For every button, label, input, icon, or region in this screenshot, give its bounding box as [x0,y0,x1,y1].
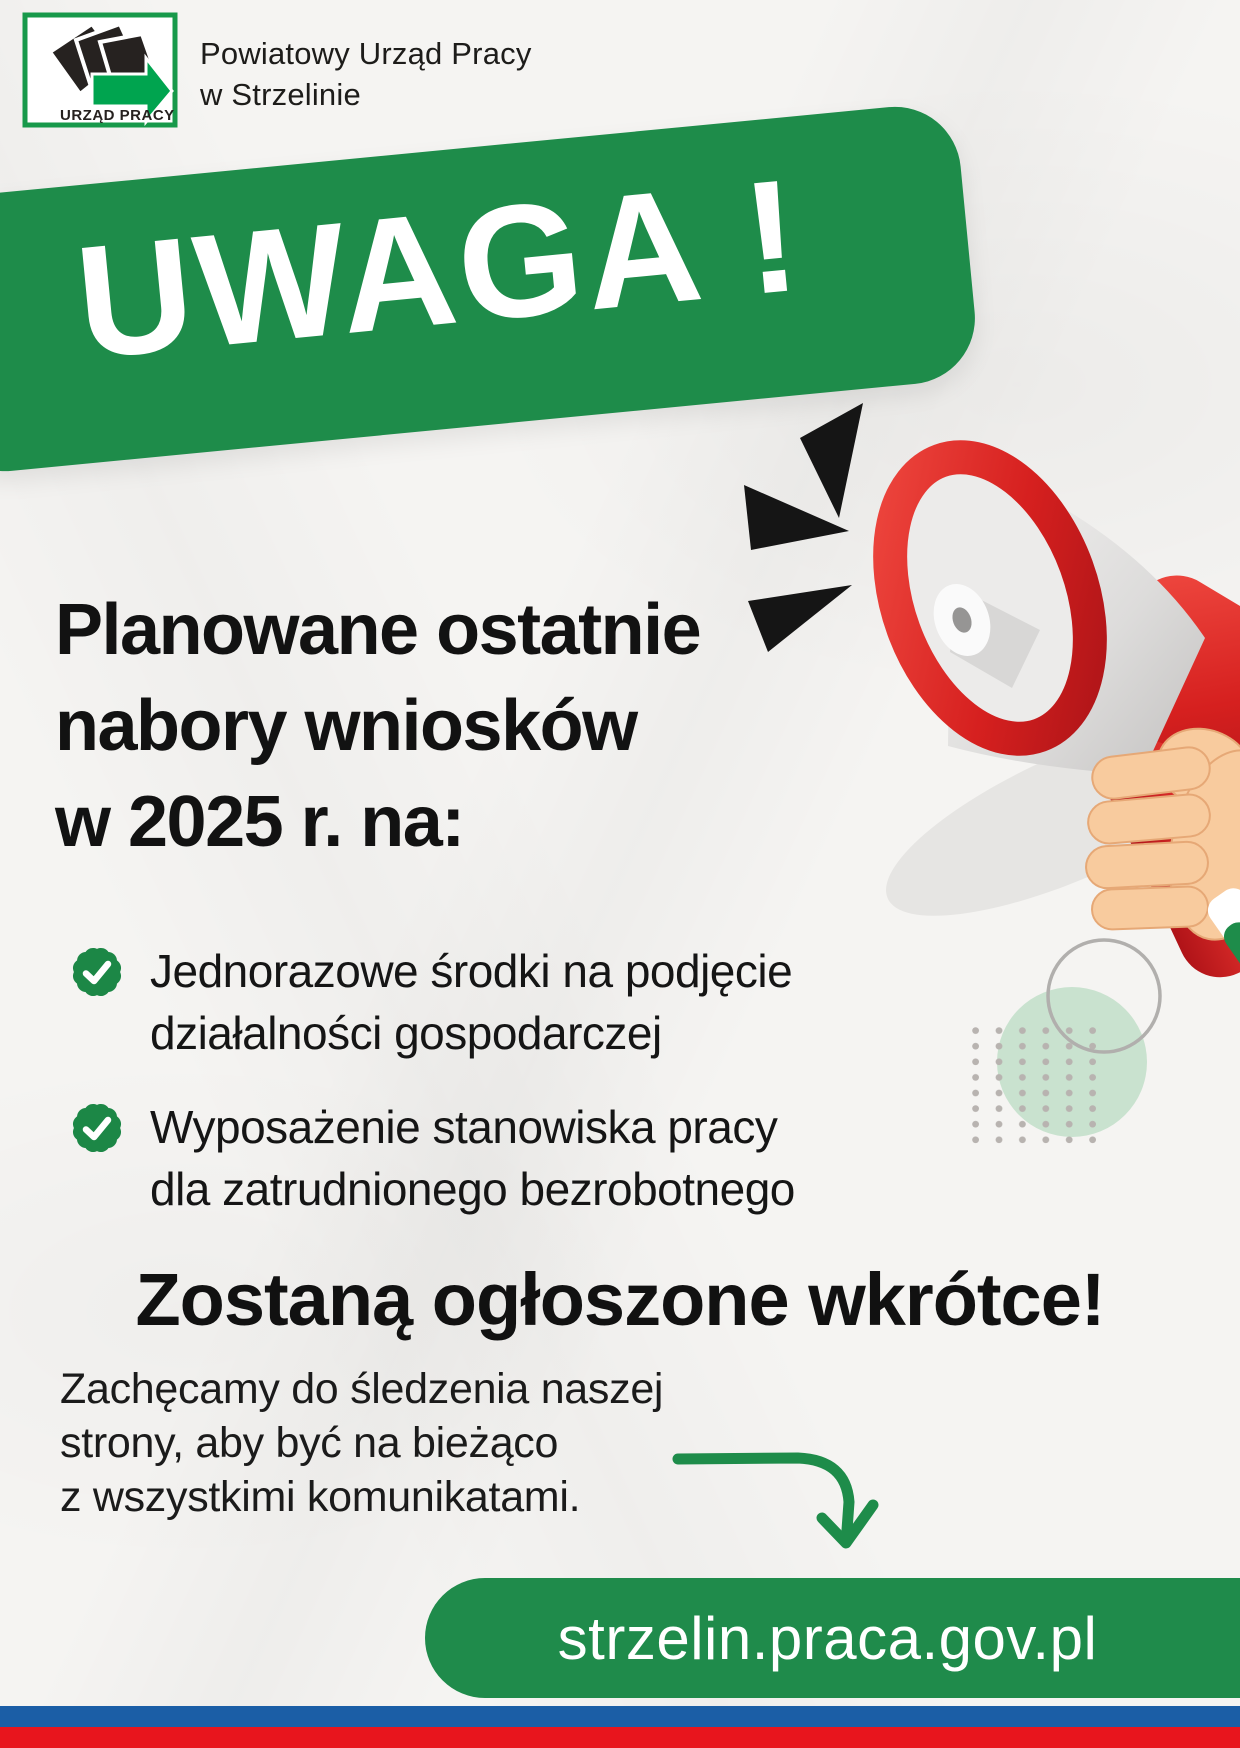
bullet-text [150,1096,795,1220]
attention-banner [0,101,981,477]
org-name [200,33,532,115]
website-pill[interactable] [425,1578,1240,1698]
announcement-text: Zostaną ogłoszone wkrótce! [135,1258,1105,1341]
main-heading [55,582,700,870]
bullet-text [150,940,792,1064]
logo-label: URZĄD PRACY [60,107,175,124]
curved-arrow-down-icon [678,1458,873,1543]
bullet-item-2 [70,1096,795,1220]
org-name-line2: w Strzelinie [200,77,361,112]
heading-line3: w 2025 r. na: [55,782,464,862]
flag-stripe-blue [0,1706,1240,1727]
hand [1085,716,1240,951]
note-line1: Zachęcamy do śledzenia naszej [60,1365,664,1413]
dot-grid [972,1027,1098,1145]
ring-circle [1048,940,1160,1052]
sleeve [1202,883,1240,981]
mint-circle [997,987,1147,1137]
banner-title: UWAGA ! [69,144,809,393]
org-name-line1: Powiatowy Urząd Pracy [200,36,532,71]
website-url[interactable]: strzelin.praca.gov.pl [557,1604,1098,1672]
check-badge-icon [70,945,124,999]
note-text [60,1362,663,1524]
bullet-item-1 [70,940,792,1064]
note-line2: strony, aby być na bieżąco [60,1419,559,1467]
heading-line1: Planowane ostatnie [55,590,701,670]
urzad-pracy-logo [22,12,178,128]
bullet1-line1: Jednorazowe środki na podjęcie [150,945,793,997]
note-line3: z wszystkimi komunikatami. [60,1473,581,1521]
bullet2-line2: dla zatrudnionego bezrobotnego [150,1163,795,1215]
flag-stripe-red [0,1727,1240,1748]
heading-line2: nabory wniosków [55,686,637,766]
check-badge-icon [70,1101,124,1155]
bullet1-line2: działalności gospodarczej [150,1007,662,1059]
sound-burst-icon [744,403,863,652]
megaphone-icon [833,408,1240,991]
bullet2-line1: Wyposażenie stanowiska pracy [150,1101,778,1153]
decor-circles [972,940,1160,1145]
